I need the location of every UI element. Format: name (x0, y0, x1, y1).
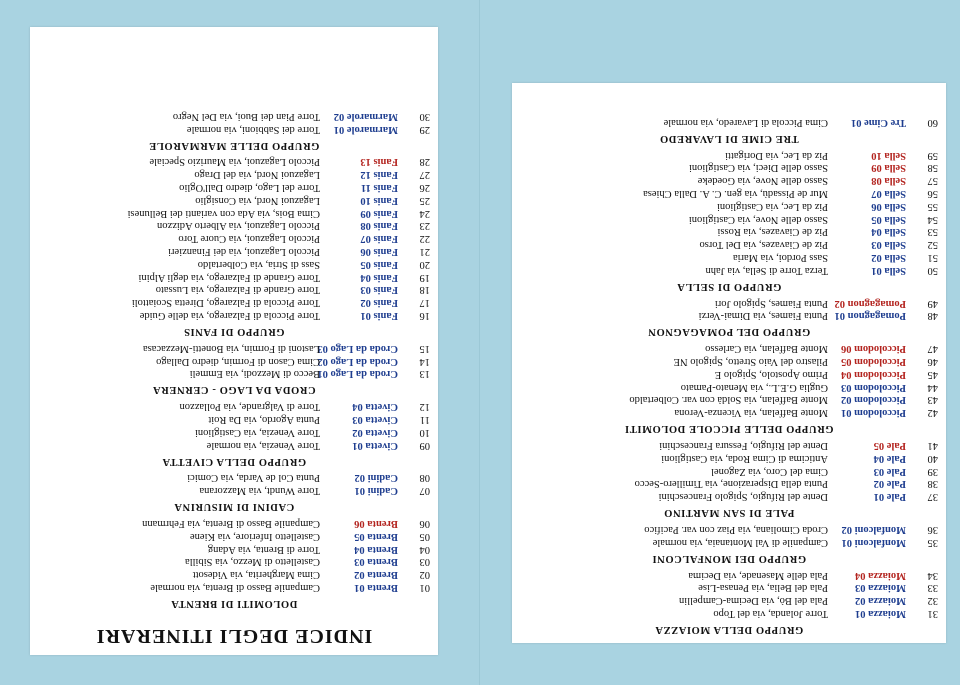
itinerary-number: 09 (419, 439, 430, 451)
itinerary-number: 08 (419, 472, 430, 484)
itinerary-row (30, 245, 438, 258)
route-description: Cima Cason di Formin, diedro Dallago (156, 355, 320, 367)
route-description: Anticima di Cima Roda, via Castiglioni (661, 452, 828, 464)
itinerary-number: 27 (419, 169, 430, 181)
route-code: Croda da Lago 03 (317, 342, 398, 354)
route-code: Brenta 04 (354, 543, 398, 555)
route-code: Brenta 01 (354, 582, 398, 593)
itinerary-number: 49 (927, 297, 938, 309)
itinerary-number: 16 (419, 310, 430, 321)
route-code: Sella 07 (871, 188, 906, 199)
itinerary-number: 34 (927, 569, 938, 581)
itinerary-row (512, 581, 946, 594)
itinerary-row (30, 296, 438, 309)
route-code: Sella 09 (871, 162, 906, 174)
itinerary-row (512, 116, 946, 129)
route-code: Marmarole 01 (333, 123, 398, 135)
route-description: Lastoni di Formin, via Bonetti-Mezzacasa (143, 342, 320, 354)
route-description: Torre del Lago, diedro Dall'Oglio (179, 182, 320, 193)
itinerary-number: 55 (927, 200, 938, 212)
route-code: Fanis 11 (360, 182, 398, 193)
route-description: Pilastro del Vaio Stretto, Spigolo NE (673, 356, 828, 367)
itinerary-number: 29 (419, 123, 430, 135)
itinerary-row (512, 523, 946, 536)
route-description: Torre Venezia, via normale (206, 439, 320, 451)
route-description: Sasso delle Dieci, via Castiglioni (688, 162, 828, 174)
route-description: Piz da Lec, via Dorigatti (725, 149, 828, 161)
route-description: Torre dei Sabbioni, via normale (186, 123, 320, 135)
itinerary-number: 46 (927, 356, 938, 367)
route-description: Cima Bois, via Ada con varianti dei Bellunesi (127, 207, 320, 219)
route-code: Civetta 03 (352, 414, 398, 425)
route-code: Sella 04 (871, 226, 906, 238)
route-code: Fanis 04 (360, 271, 398, 283)
spine-fold (479, 0, 480, 685)
route-description: Torre Pian dei Buoi, via Del Negro (172, 110, 320, 122)
itinerary-row (30, 258, 438, 271)
itinerary-number: 54 (927, 213, 938, 225)
itinerary-number: 41 (927, 440, 938, 451)
route-description: Torre Jolanda, via del Topo (713, 608, 828, 619)
itinerary-row (512, 309, 946, 322)
itinerary-row (30, 155, 438, 168)
route-code: Civetta 02 (352, 426, 398, 438)
itinerary-number: 60 (927, 116, 938, 128)
itinerary-number: 18 (419, 284, 430, 296)
itinerary-row (512, 490, 946, 503)
route-description: Cima Piccola di Lavaredo, via normale (663, 116, 828, 128)
route-description: Piccolo Lagazuoi, via Maurizio Speciale (149, 156, 320, 168)
route-code: Pale 05 (873, 440, 906, 451)
group-title: GRUPPO DI SELLA (676, 280, 782, 292)
itinerary-row (512, 477, 946, 490)
itinerary-row (30, 181, 438, 194)
itinerary-row (30, 400, 438, 413)
route-description: Campanile di Val Montanaia, via normale (652, 536, 828, 548)
route-code: Moiazza 04 (854, 569, 906, 581)
itinerary-number: 51 (927, 252, 938, 263)
route-code: Fanis 07 (360, 233, 398, 245)
itinerary-number: 06 (419, 518, 430, 529)
itinerary-row (30, 555, 438, 568)
itinerary-number: 05 (419, 530, 430, 542)
route-code: Piccolodom 02 (840, 394, 906, 406)
itinerary-row (512, 368, 946, 381)
itinerary-row (30, 426, 438, 439)
route-code: Sella 10 (871, 149, 906, 161)
route-code: Cadini 02 (354, 472, 398, 484)
itinerary-row (30, 342, 438, 355)
itinerary-number: 13 (419, 368, 430, 380)
itinerary-row (512, 594, 946, 607)
itinerary-row (30, 543, 438, 556)
itinerary-number: 25 (419, 194, 430, 206)
route-description: Dente del Rifugio, Spigolo Franceschini (658, 491, 828, 503)
route-code: Piccolodom 01 (840, 407, 906, 419)
route-description: Lagazuoi Nord, via del Drago (194, 169, 320, 181)
itinerary-number: 36 (927, 524, 938, 535)
route-description: Punta Fiames, via Dimai-Verzi (698, 310, 828, 322)
itinerary-number: 03 (419, 556, 430, 568)
route-description: Cima Margherita, via Videsott (192, 569, 320, 581)
route-code: Fanis 10 (360, 194, 398, 206)
itinerary-number: 42 (927, 407, 938, 419)
itinerary-row (512, 297, 946, 310)
route-code: Civetta 01 (352, 439, 398, 451)
route-description: Mur de Pissadù, via gen. C. A. Dalla Chiesa (643, 188, 828, 199)
route-description: Lagazuoi Nord, via Consiglio (195, 194, 320, 206)
route-description: Primo Apostolo, Spigolo E (714, 368, 828, 380)
itinerary-row (30, 219, 438, 232)
group-title: GRUPPO DELLE MARMAROLE (148, 139, 320, 151)
route-code: Pale 02 (873, 478, 906, 490)
route-code: Croda da Lago 02 (317, 355, 398, 367)
itinerary-row (30, 309, 438, 322)
itinerary-number: 56 (927, 188, 938, 199)
route-code: Moiazza 03 (854, 582, 906, 594)
itinerary-row (512, 342, 946, 355)
route-code: Pomagagnon 02 (834, 297, 906, 309)
itinerary-row (512, 465, 946, 478)
route-code: Sella 05 (871, 213, 906, 225)
itinerary-number: 35 (927, 536, 938, 548)
route-description: Punta Col de Varda, via Comici (187, 472, 320, 484)
itinerary-number: 01 (419, 582, 430, 593)
route-description: Cima del Coro, via Zagonel (711, 465, 828, 477)
route-description: Torre di Valgrande, via Pollazzon (179, 401, 320, 413)
itinerary-number: 48 (927, 310, 938, 322)
itinerary-number: 24 (419, 207, 430, 219)
itinerary-number: 37 (927, 491, 938, 503)
route-code: Sella 02 (871, 252, 906, 263)
route-description: Campanile Basso di Brenta, via Fehrmann (142, 518, 320, 529)
itinerary-row (30, 232, 438, 245)
itinerary-number: 43 (927, 394, 938, 406)
itinerary-number: 47 (927, 343, 938, 355)
route-description: Sass Pordoi, via Maria (732, 252, 828, 263)
route-description: Punta Fiames, Spigolo Jori (714, 297, 828, 309)
itinerary-row (30, 355, 438, 368)
route-description: Torre Wundt, via Mazzorana (199, 485, 320, 497)
route-code: Monfalconi 01 (841, 536, 906, 548)
group-title: CRODA DA LAGO - CERNERA (152, 384, 316, 396)
itinerary-row (30, 413, 438, 426)
route-description: Piccolo Lagazuoi, via Alberto Adizzon (157, 220, 320, 232)
itinerary-row (30, 123, 438, 136)
group-title: DOLOMITI DI BRENTA (170, 598, 298, 609)
route-description: Torre Grande di Falzarego, via Lussato (155, 284, 320, 296)
itinerary-row (512, 452, 946, 465)
route-code: Piccolodom 06 (840, 343, 906, 355)
itinerary-row (512, 355, 946, 368)
itinerary-number: 26 (419, 182, 430, 193)
itinerary-row (30, 283, 438, 296)
route-description: Croda Cimoliana, via Piaz con var. Pacifico (644, 524, 828, 535)
route-description: Punta della Disperazione, via Timillero-Secco (634, 478, 828, 490)
itinerary-row (512, 381, 946, 394)
itinerary-row (512, 213, 946, 226)
route-code: Fanis 05 (360, 258, 398, 270)
route-description: Torre Grande di Falzarego, via degli Alpini (138, 271, 320, 283)
route-description: Torre di Brenta, via Adang (207, 543, 320, 555)
route-description: Becco di Mezzodì, via Emmeli (189, 368, 320, 380)
route-description: Campanile Basso di Brenta, via normale (150, 582, 320, 593)
route-description: Torre Piccola di Falzarego, Diretta Scoiattoli (131, 297, 320, 309)
route-code: Fanis 01 (360, 310, 398, 321)
itinerary-number: 44 (927, 381, 938, 393)
route-code: Piccolodom 03 (840, 381, 906, 393)
group-title: GRUPPO DELLE PICCOLE DOLOMITI (624, 423, 834, 435)
itinerary-number: 52 (927, 239, 938, 251)
itinerary-number: 04 (419, 543, 430, 555)
group-title: GRUPPO DI FANIS (183, 326, 285, 337)
itinerary-number: 12 (419, 401, 430, 413)
itinerary-row (512, 149, 946, 162)
itinerary-row (512, 439, 946, 452)
itinerary-number: 32 (927, 595, 938, 607)
route-code: Croda da Lago 01 (317, 368, 398, 380)
route-code: Brenta 05 (354, 530, 398, 542)
route-description: Monte Baffelan, via Carlesso (705, 343, 828, 355)
itinerary-number: 02 (419, 569, 430, 581)
itinerary-number: 59 (927, 149, 938, 161)
route-code: Pale 01 (873, 491, 906, 503)
itinerary-number: 28 (419, 156, 430, 168)
route-code: Moiazza 02 (854, 595, 906, 607)
itinerary-number: 07 (419, 485, 430, 497)
itinerary-row (30, 194, 438, 207)
itinerary-row (512, 187, 946, 200)
itinerary-row (512, 393, 946, 406)
route-description: Piccolo Lagazuoi, via dei Finanzieri (168, 246, 320, 257)
itinerary-row (512, 569, 946, 582)
itinerary-row (512, 607, 946, 620)
itinerary-number: 10 (419, 426, 430, 438)
route-code: Sella 06 (871, 200, 906, 212)
route-code: Brenta 03 (354, 556, 398, 568)
itinerary-row (30, 471, 438, 484)
route-description: Castelletto di Mezzo, via Sibilla (184, 556, 320, 568)
route-code: Sella 08 (871, 175, 906, 187)
itinerary-number: 15 (419, 342, 430, 354)
route-description: Torre Piccola di Falzarego, via delle Guide (139, 310, 320, 321)
route-description: Sasso delle Nove, via Castiglioni (688, 213, 828, 225)
itinerary-row (30, 271, 438, 284)
itinerary-row (30, 439, 438, 452)
itinerary-row (30, 168, 438, 181)
route-description: Piz de Ciavazes, via Rossi (717, 226, 828, 238)
route-description: Pala del Belia, via Penasa-Lise (698, 582, 828, 594)
route-description: Sasso delle Nove, via Goedeke (697, 175, 828, 187)
group-title: GRUPPO DELLA MOIAZZA (654, 624, 804, 635)
route-code: Brenta 02 (354, 569, 398, 581)
itinerary-row (30, 530, 438, 543)
group-title: GRUPPO DELLA CIVETTA (161, 455, 307, 467)
route-code: Piccolodom 04 (840, 368, 906, 380)
route-description: Castelletto Inferiore, via Kiene (189, 530, 320, 542)
route-code: Brenta 06 (354, 518, 398, 529)
route-code: Fanis 06 (360, 246, 398, 257)
route-description: Piz da Lec, via Castiglioni (716, 200, 828, 212)
group-title: TRE CIME DI LAVAREDO (659, 132, 799, 144)
itinerary-row (30, 568, 438, 581)
itinerary-number: 33 (927, 582, 938, 594)
route-code: Fanis 09 (360, 207, 398, 219)
itinerary-row (512, 161, 946, 174)
itinerary-number: 40 (927, 452, 938, 464)
itinerary-row (512, 238, 946, 251)
itinerary-number: 17 (419, 297, 430, 309)
route-description: Pala del Bò, via Decima-Campellin (679, 595, 828, 607)
itinerary-number: 19 (419, 271, 430, 283)
itinerary-number: 20 (419, 258, 430, 270)
itinerary-number: 38 (927, 478, 938, 490)
itinerary-number: 57 (927, 175, 938, 187)
itinerary-number: 53 (927, 226, 938, 238)
route-code: Fanis 13 (360, 156, 398, 168)
itinerary-number: 22 (419, 233, 430, 245)
itinerary-number: 58 (927, 162, 938, 174)
itinerary-number: 39 (927, 465, 938, 477)
itinerary-number: 11 (419, 414, 430, 425)
itinerary-row (512, 225, 946, 238)
route-description: Sass di Stria, via Colbertaldo (197, 258, 320, 270)
route-description: Pala delle Masenade, via Decima (688, 569, 828, 581)
itinerary-number: 14 (419, 355, 430, 367)
itinerary-row (512, 174, 946, 187)
route-code: Piccolodom 05 (840, 356, 906, 367)
group-title: PALE DI SAN MARTINO (663, 507, 795, 519)
route-description: Piccolo Lagazuoi, via Cuore Toro (178, 233, 320, 245)
route-description: Piz de Ciavazes, via Del Torso (699, 239, 828, 251)
route-code: Pale 03 (873, 465, 906, 477)
left-page (512, 83, 946, 643)
route-code: Fanis 03 (360, 284, 398, 296)
group-title: GRUPPO DEL POMAGAGNON (647, 326, 811, 338)
itinerary-row (512, 264, 946, 277)
itinerary-row (512, 406, 946, 419)
itinerary-number: 50 (927, 264, 938, 276)
route-code: Fanis 12 (360, 169, 398, 181)
group-title: GRUPPO DEI MONFALCONI (651, 552, 807, 564)
itinerary-row (512, 251, 946, 264)
itinerary-number: 45 (927, 368, 938, 380)
route-description: Terza Torre di Sella, via Jahn (705, 264, 828, 276)
itinerary-row (30, 517, 438, 530)
route-code: Fanis 08 (360, 220, 398, 232)
right-page (30, 27, 438, 655)
route-code: Sella 03 (871, 239, 906, 251)
route-code: Cadini 01 (354, 485, 398, 497)
route-code: Pomagagnon 01 (834, 310, 906, 322)
route-code: Monfalconi 02 (841, 524, 906, 535)
itinerary-row (30, 581, 438, 594)
route-code: Sella 01 (871, 264, 906, 276)
route-code: Tre Cime 01 (850, 116, 906, 128)
itinerary-row (30, 207, 438, 220)
itinerary-row (30, 110, 438, 123)
itinerary-number: 30 (419, 110, 430, 122)
route-description: Monte Baffelan, via Vicenza-Verona (674, 407, 828, 419)
itinerary-number: 23 (419, 220, 430, 232)
itinerary-row (512, 536, 946, 549)
page-title: INDICE DEGLI ITINERARI (95, 625, 373, 647)
route-description: Torre Venezia, via Castiglioni (194, 426, 320, 438)
route-code: Moiazza 01 (854, 608, 906, 619)
route-description: Monte Baffelan, via Soldà con var. Colbertaldo (629, 394, 828, 406)
itinerary-number: 21 (419, 246, 430, 257)
route-description: Punta Agordo, via Da Roit (208, 414, 320, 425)
route-code: Civetta 04 (352, 401, 398, 413)
itinerary-row (30, 367, 438, 380)
route-description: Guglia G.E.L., via Menato-Pamato (680, 381, 828, 393)
route-code: Pale 04 (873, 452, 906, 464)
itinerary-number: 31 (927, 608, 938, 619)
route-code: Fanis 02 (360, 297, 398, 309)
group-title: CADINI DI MISURINA (173, 501, 295, 513)
route-description: Dente del Rifugio, Fessura Franceschini (659, 440, 828, 451)
itinerary-row (512, 200, 946, 213)
itinerary-row (30, 484, 438, 497)
route-code: Marmarole 02 (333, 110, 398, 122)
